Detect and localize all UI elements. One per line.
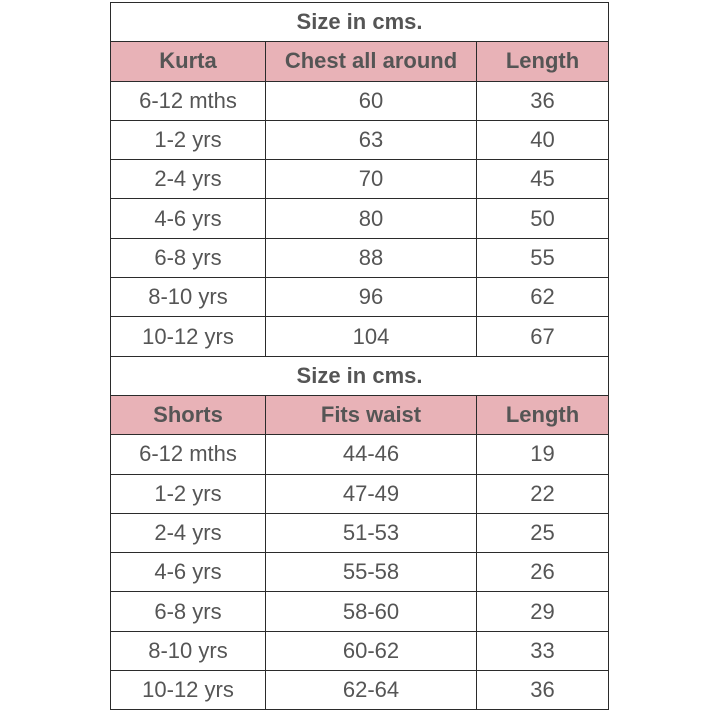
- chest-cell: 96: [266, 278, 477, 317]
- kurta-table-row: [111, 120, 609, 159]
- size-cell: 10-12 yrs: [111, 317, 266, 356]
- size-cell: 8-10 yrs: [111, 278, 266, 317]
- length-cell: 50: [477, 199, 609, 238]
- size-chart-table: [110, 2, 609, 710]
- kurta-title-row: [111, 3, 609, 42]
- size-cell: 2-4 yrs: [111, 513, 266, 552]
- shorts-header-waist: Fits waist: [266, 395, 477, 434]
- waist-cell: 55-58: [266, 553, 477, 592]
- chest-cell: 88: [266, 238, 477, 277]
- shorts-table-row: [111, 553, 609, 592]
- chest-cell: 60: [266, 81, 477, 120]
- shorts-table-row: [111, 631, 609, 670]
- waist-cell: 47-49: [266, 474, 477, 513]
- shorts-table-row: [111, 671, 609, 710]
- shorts-header-size: Shorts: [111, 395, 266, 434]
- kurta-table-row: [111, 317, 609, 356]
- length-cell: 62: [477, 278, 609, 317]
- size-cell: 1-2 yrs: [111, 120, 266, 159]
- waist-cell: 60-62: [266, 631, 477, 670]
- kurta-table-row: [111, 160, 609, 199]
- kurta-header-length: Length: [477, 42, 609, 81]
- size-cell: 1-2 yrs: [111, 474, 266, 513]
- size-cell: 8-10 yrs: [111, 631, 266, 670]
- shorts-table-row: [111, 513, 609, 552]
- length-cell: 19: [477, 435, 609, 474]
- length-cell: 22: [477, 474, 609, 513]
- kurta-header-chest: Chest all around: [266, 42, 477, 81]
- size-cell: 2-4 yrs: [111, 160, 266, 199]
- shorts-title-row: [111, 356, 609, 395]
- kurta-header-row: [111, 42, 609, 81]
- length-cell: 33: [477, 631, 609, 670]
- length-cell: 40: [477, 120, 609, 159]
- length-cell: 45: [477, 160, 609, 199]
- length-cell: 26: [477, 553, 609, 592]
- chest-cell: 63: [266, 120, 477, 159]
- shorts-table-row: [111, 474, 609, 513]
- waist-cell: 51-53: [266, 513, 477, 552]
- size-cell: 6-8 yrs: [111, 592, 266, 631]
- length-cell: 55: [477, 238, 609, 277]
- shorts-section-title: Size in cms.: [111, 356, 609, 395]
- shorts-header-row: [111, 395, 609, 434]
- length-cell: 36: [477, 671, 609, 710]
- chest-cell: 80: [266, 199, 477, 238]
- size-cell: 10-12 yrs: [111, 671, 266, 710]
- kurta-table-row: [111, 81, 609, 120]
- size-cell: 4-6 yrs: [111, 553, 266, 592]
- kurta-header-size: Kurta: [111, 42, 266, 81]
- kurta-table-row: [111, 278, 609, 317]
- shorts-table-row: [111, 435, 609, 474]
- size-chart-body: [111, 3, 609, 710]
- length-cell: 36: [477, 81, 609, 120]
- chest-cell: 70: [266, 160, 477, 199]
- size-cell: 4-6 yrs: [111, 199, 266, 238]
- kurta-table-row: [111, 238, 609, 277]
- waist-cell: 44-46: [266, 435, 477, 474]
- chest-cell: 104: [266, 317, 477, 356]
- size-cell: 6-12 mths: [111, 435, 266, 474]
- length-cell: 67: [477, 317, 609, 356]
- size-cell: 6-12 mths: [111, 81, 266, 120]
- size-cell: 6-8 yrs: [111, 238, 266, 277]
- length-cell: 25: [477, 513, 609, 552]
- shorts-table-row: [111, 592, 609, 631]
- kurta-section-title: Size in cms.: [111, 3, 609, 42]
- shorts-header-length: Length: [477, 395, 609, 434]
- kurta-table-row: [111, 199, 609, 238]
- waist-cell: 62-64: [266, 671, 477, 710]
- waist-cell: 58-60: [266, 592, 477, 631]
- length-cell: 29: [477, 592, 609, 631]
